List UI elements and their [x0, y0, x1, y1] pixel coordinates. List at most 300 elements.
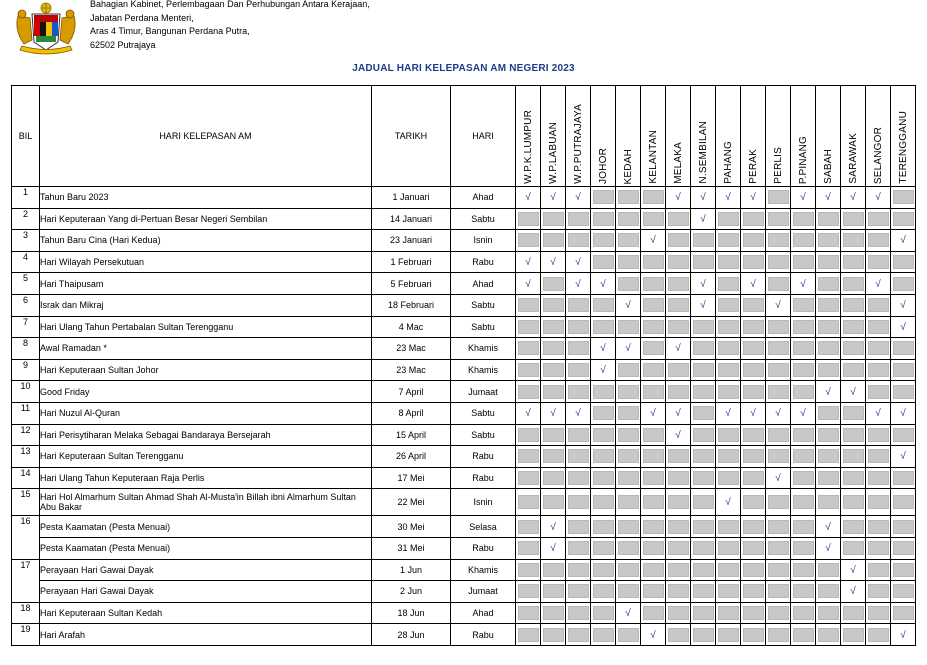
state-cell [841, 381, 866, 403]
shaded-cell [818, 495, 839, 509]
state-cell [716, 402, 741, 424]
holiday-name: Hari Keputeraan Yang di-Pertuan Besar Negeri Sembilan [40, 208, 372, 230]
check-mark-icon: √ [800, 408, 806, 420]
shaded-cell [793, 233, 814, 247]
state-cell [516, 251, 541, 273]
state-cell [691, 624, 716, 646]
shaded-cell [543, 495, 564, 509]
shaded-cell [793, 428, 814, 442]
shaded-cell [543, 341, 564, 355]
row-number: 17 [12, 559, 40, 602]
shaded-cell [768, 190, 789, 204]
state-cell [866, 381, 891, 403]
state-cell [516, 359, 541, 381]
shaded-cell [543, 277, 564, 291]
table-row [12, 402, 916, 424]
shaded-cell [643, 298, 664, 312]
shaded-cell [543, 320, 564, 334]
shaded-cell [743, 298, 764, 312]
state-cell [816, 294, 841, 316]
shaded-cell [793, 471, 814, 485]
shaded-cell [618, 212, 639, 226]
state-cell [691, 230, 716, 252]
state-cell [766, 187, 791, 209]
state-cell [541, 537, 566, 559]
shaded-cell [768, 584, 789, 598]
shaded-cell [893, 385, 914, 399]
shaded-cell [568, 471, 589, 485]
check-mark-icon: √ [825, 386, 831, 398]
holiday-date: 8 April [372, 402, 451, 424]
state-cell [791, 537, 816, 559]
shaded-cell [718, 233, 739, 247]
state-cell [666, 359, 691, 381]
state-cell [716, 294, 741, 316]
table-row [12, 446, 916, 468]
check-mark-icon: √ [550, 192, 556, 204]
state-cell [591, 624, 616, 646]
shaded-cell [618, 628, 639, 642]
shaded-cell [818, 606, 839, 620]
check-mark-icon: √ [750, 192, 756, 204]
state-cell [691, 559, 716, 581]
state-cell [816, 338, 841, 360]
state-cell [641, 581, 666, 603]
state-cell [666, 516, 691, 538]
state-cell [716, 251, 741, 273]
state-cell [566, 446, 591, 468]
check-mark-icon: √ [900, 629, 906, 641]
shaded-cell [768, 255, 789, 269]
row-number: 19 [12, 624, 40, 646]
state-cell [741, 537, 766, 559]
shaded-cell [793, 449, 814, 463]
shaded-cell [843, 520, 864, 534]
state-cell [566, 467, 591, 489]
shaded-cell [718, 628, 739, 642]
state-cell [766, 294, 791, 316]
state-cell [666, 316, 691, 338]
shaded-cell [868, 385, 889, 399]
shaded-cell [618, 449, 639, 463]
state-cell [716, 624, 741, 646]
shaded-cell [893, 606, 914, 620]
shaded-cell [768, 628, 789, 642]
check-mark-icon: √ [625, 343, 631, 355]
state-cell [766, 381, 791, 403]
shaded-cell [868, 298, 889, 312]
state-cell [841, 537, 866, 559]
state-cell [866, 208, 891, 230]
shaded-cell [618, 428, 639, 442]
shaded-cell [593, 190, 614, 204]
state-cell [616, 446, 641, 468]
shaded-cell [693, 495, 714, 509]
shaded-cell [693, 628, 714, 642]
col-header-state [841, 86, 866, 187]
row-number: 11 [12, 402, 40, 424]
shaded-cell [768, 277, 789, 291]
holiday-date: 7 April [372, 381, 451, 403]
state-cell [891, 602, 916, 624]
state-cell [641, 208, 666, 230]
state-cell [641, 559, 666, 581]
check-mark-icon: √ [625, 607, 631, 619]
state-cell [866, 187, 891, 209]
col-header-state [741, 86, 766, 187]
state-cell [791, 294, 816, 316]
state-cell [791, 516, 816, 538]
shaded-cell [843, 233, 864, 247]
state-cell [591, 316, 616, 338]
state-cell [866, 273, 891, 295]
shaded-cell [693, 449, 714, 463]
shaded-cell [593, 212, 614, 226]
state-cell [841, 359, 866, 381]
row-number: 5 [12, 273, 40, 295]
state-cell [591, 581, 616, 603]
shaded-cell [668, 449, 689, 463]
check-mark-icon: √ [700, 192, 706, 204]
shaded-cell [568, 212, 589, 226]
state-label: W.P.LABUAN [547, 122, 559, 184]
shaded-cell [643, 277, 664, 291]
state-cell [516, 467, 541, 489]
shaded-cell [818, 320, 839, 334]
state-cell [616, 208, 641, 230]
table-row [12, 581, 916, 603]
shaded-cell [718, 428, 739, 442]
state-cell [566, 602, 591, 624]
shaded-cell [618, 320, 639, 334]
state-label: PAHANG [722, 141, 734, 184]
state-cell [866, 602, 891, 624]
state-cell [516, 381, 541, 403]
col-header-state [616, 86, 641, 187]
shaded-cell [643, 495, 664, 509]
check-mark-icon: √ [775, 473, 781, 485]
shaded-cell [893, 471, 914, 485]
shaded-cell [593, 606, 614, 620]
state-cell [591, 537, 616, 559]
shaded-cell [543, 233, 564, 247]
check-mark-icon: √ [900, 321, 906, 333]
check-mark-icon: √ [775, 408, 781, 420]
state-cell [816, 316, 841, 338]
state-cell [866, 489, 891, 516]
state-cell [891, 446, 916, 468]
state-cell [591, 446, 616, 468]
state-cell [616, 251, 641, 273]
state-cell [516, 208, 541, 230]
state-cell [841, 294, 866, 316]
holiday-name: Hari Ulang Tahun Pertabalan Sultan Terengganu [40, 316, 372, 338]
state-cell [841, 489, 866, 516]
state-cell [716, 338, 741, 360]
state-cell [566, 294, 591, 316]
shaded-cell [718, 471, 739, 485]
state-cell [766, 446, 791, 468]
shaded-cell [518, 341, 539, 355]
shaded-cell [893, 363, 914, 377]
state-cell [891, 381, 916, 403]
shaded-cell [643, 541, 664, 555]
shaded-cell [768, 449, 789, 463]
shaded-cell [818, 428, 839, 442]
state-cell [616, 624, 641, 646]
state-label: SARAWAK [847, 133, 859, 184]
state-cell [691, 489, 716, 516]
shaded-cell [693, 233, 714, 247]
state-cell [816, 208, 841, 230]
state-cell [791, 208, 816, 230]
shaded-cell [668, 495, 689, 509]
state-label: PERLIS [772, 147, 784, 184]
holiday-date: 23 Mac [372, 338, 451, 360]
address-line: Bahagian Kabinet, Perlembagaan Dan Perhubungan Antara Kerajaan, [90, 0, 370, 9]
state-cell [716, 381, 741, 403]
shaded-cell [718, 606, 739, 620]
shaded-cell [843, 320, 864, 334]
state-cell [841, 251, 866, 273]
shaded-cell [843, 541, 864, 555]
shaded-cell [543, 471, 564, 485]
state-cell [641, 402, 666, 424]
row-number: 7 [12, 316, 40, 338]
shaded-cell [818, 406, 839, 420]
shaded-cell [743, 471, 764, 485]
check-mark-icon: √ [900, 300, 906, 312]
state-cell [691, 516, 716, 538]
shaded-cell [868, 471, 889, 485]
state-cell [741, 381, 766, 403]
shaded-cell [718, 449, 739, 463]
state-cell [516, 581, 541, 603]
state-cell [591, 294, 616, 316]
state-cell [741, 316, 766, 338]
state-cell [641, 294, 666, 316]
table-row [12, 187, 916, 209]
holiday-name: Hari Arafah [40, 624, 372, 646]
state-cell [841, 602, 866, 624]
shaded-cell [818, 563, 839, 577]
shaded-cell [868, 341, 889, 355]
shaded-cell [693, 255, 714, 269]
state-cell [516, 273, 541, 295]
state-cell [691, 187, 716, 209]
state-cell [766, 467, 791, 489]
shaded-cell [618, 385, 639, 399]
state-label: SABAH [822, 149, 834, 184]
holiday-date: 23 Mac [372, 359, 451, 381]
holiday-name: Good Friday [40, 381, 372, 403]
shaded-cell [868, 541, 889, 555]
row-number: 13 [12, 446, 40, 468]
shaded-cell [593, 320, 614, 334]
shaded-cell [668, 606, 689, 620]
table-body [12, 187, 916, 646]
state-cell [891, 251, 916, 273]
state-cell [616, 359, 641, 381]
state-cell [741, 446, 766, 468]
shaded-cell [768, 385, 789, 399]
state-cell [516, 187, 541, 209]
shaded-cell [893, 212, 914, 226]
state-cell [691, 251, 716, 273]
holiday-day: Khamis [451, 559, 516, 581]
check-mark-icon: √ [650, 408, 656, 420]
state-cell [866, 338, 891, 360]
state-cell [566, 581, 591, 603]
state-cell [691, 446, 716, 468]
holiday-day: Sabtu [451, 316, 516, 338]
state-cell [816, 516, 841, 538]
holiday-name: Hari Keputeraan Sultan Terengganu [40, 446, 372, 468]
shaded-cell [743, 520, 764, 534]
shaded-cell [618, 520, 639, 534]
holiday-day: Sabtu [451, 208, 516, 230]
state-cell [766, 316, 791, 338]
state-cell [591, 338, 616, 360]
state-cell [616, 516, 641, 538]
shaded-cell [618, 406, 639, 420]
shaded-cell [818, 255, 839, 269]
shaded-cell [793, 298, 814, 312]
state-cell [866, 359, 891, 381]
holiday-day: Isnin [451, 489, 516, 516]
state-cell [641, 467, 666, 489]
holiday-date: 17 Mei [372, 467, 451, 489]
check-mark-icon: √ [800, 278, 806, 290]
state-cell [666, 602, 691, 624]
state-cell [791, 581, 816, 603]
shaded-cell [593, 541, 614, 555]
state-cell [791, 230, 816, 252]
state-cell [666, 467, 691, 489]
state-cell [616, 537, 641, 559]
state-cell [891, 624, 916, 646]
state-cell [891, 316, 916, 338]
state-cell [591, 208, 616, 230]
state-cell [791, 424, 816, 446]
shaded-cell [818, 341, 839, 355]
state-cell [816, 559, 841, 581]
state-cell [591, 402, 616, 424]
table-row [12, 489, 916, 516]
state-cell [641, 602, 666, 624]
state-cell [766, 251, 791, 273]
state-cell [591, 559, 616, 581]
shaded-cell [868, 628, 889, 642]
state-cell [666, 537, 691, 559]
state-cell [591, 489, 616, 516]
shaded-cell [643, 363, 664, 377]
state-cell [616, 402, 641, 424]
state-cell [841, 559, 866, 581]
state-cell [866, 316, 891, 338]
shaded-cell [593, 628, 614, 642]
state-cell [766, 624, 791, 646]
shaded-cell [843, 341, 864, 355]
state-cell [541, 559, 566, 581]
state-cell [816, 381, 841, 403]
state-cell [641, 381, 666, 403]
shaded-cell [718, 584, 739, 598]
state-cell [791, 559, 816, 581]
state-cell [616, 230, 641, 252]
table-row [12, 467, 916, 489]
state-cell [716, 537, 741, 559]
state-cell [516, 559, 541, 581]
shaded-cell [543, 363, 564, 377]
shaded-cell [518, 363, 539, 377]
col-header-date: TARIKH [372, 86, 451, 187]
state-cell [741, 559, 766, 581]
check-mark-icon: √ [650, 629, 656, 641]
row-number: 4 [12, 251, 40, 273]
state-cell [566, 230, 591, 252]
state-cell [666, 402, 691, 424]
shaded-cell [743, 341, 764, 355]
table-row [12, 537, 916, 559]
state-label: W.P.PUTRAJAYA [572, 104, 584, 184]
state-cell [516, 424, 541, 446]
shaded-cell [768, 541, 789, 555]
state-cell [791, 381, 816, 403]
state-cell [716, 273, 741, 295]
state-cell [591, 467, 616, 489]
state-cell [716, 581, 741, 603]
state-cell [716, 230, 741, 252]
check-mark-icon: √ [600, 278, 606, 290]
state-label: KEDAH [622, 148, 634, 184]
state-cell [716, 316, 741, 338]
shaded-cell [568, 541, 589, 555]
shaded-cell [643, 606, 664, 620]
shaded-cell [768, 233, 789, 247]
holiday-table [11, 85, 916, 646]
shaded-cell [568, 428, 589, 442]
col-header-state [816, 86, 841, 187]
col-header-state [666, 86, 691, 187]
holiday-date: 22 Mei [372, 489, 451, 516]
shaded-cell [543, 298, 564, 312]
state-label: PERAK [747, 149, 759, 184]
shaded-cell [743, 584, 764, 598]
shaded-cell [568, 584, 589, 598]
table-row [12, 381, 916, 403]
check-mark-icon: √ [700, 278, 706, 290]
shaded-cell [643, 520, 664, 534]
col-header-state [566, 86, 591, 187]
shaded-cell [743, 212, 764, 226]
check-mark-icon: √ [675, 408, 681, 420]
row-number: 6 [12, 294, 40, 316]
state-cell [616, 581, 641, 603]
state-cell [541, 208, 566, 230]
shaded-cell [868, 320, 889, 334]
row-number: 10 [12, 381, 40, 403]
state-cell [841, 467, 866, 489]
shaded-cell [568, 385, 589, 399]
shaded-cell [593, 449, 614, 463]
state-cell [641, 537, 666, 559]
holiday-day: Sabtu [451, 294, 516, 316]
holiday-date: 1 Jun [372, 559, 451, 581]
state-cell [691, 602, 716, 624]
shaded-cell [893, 541, 914, 555]
shaded-cell [718, 541, 739, 555]
